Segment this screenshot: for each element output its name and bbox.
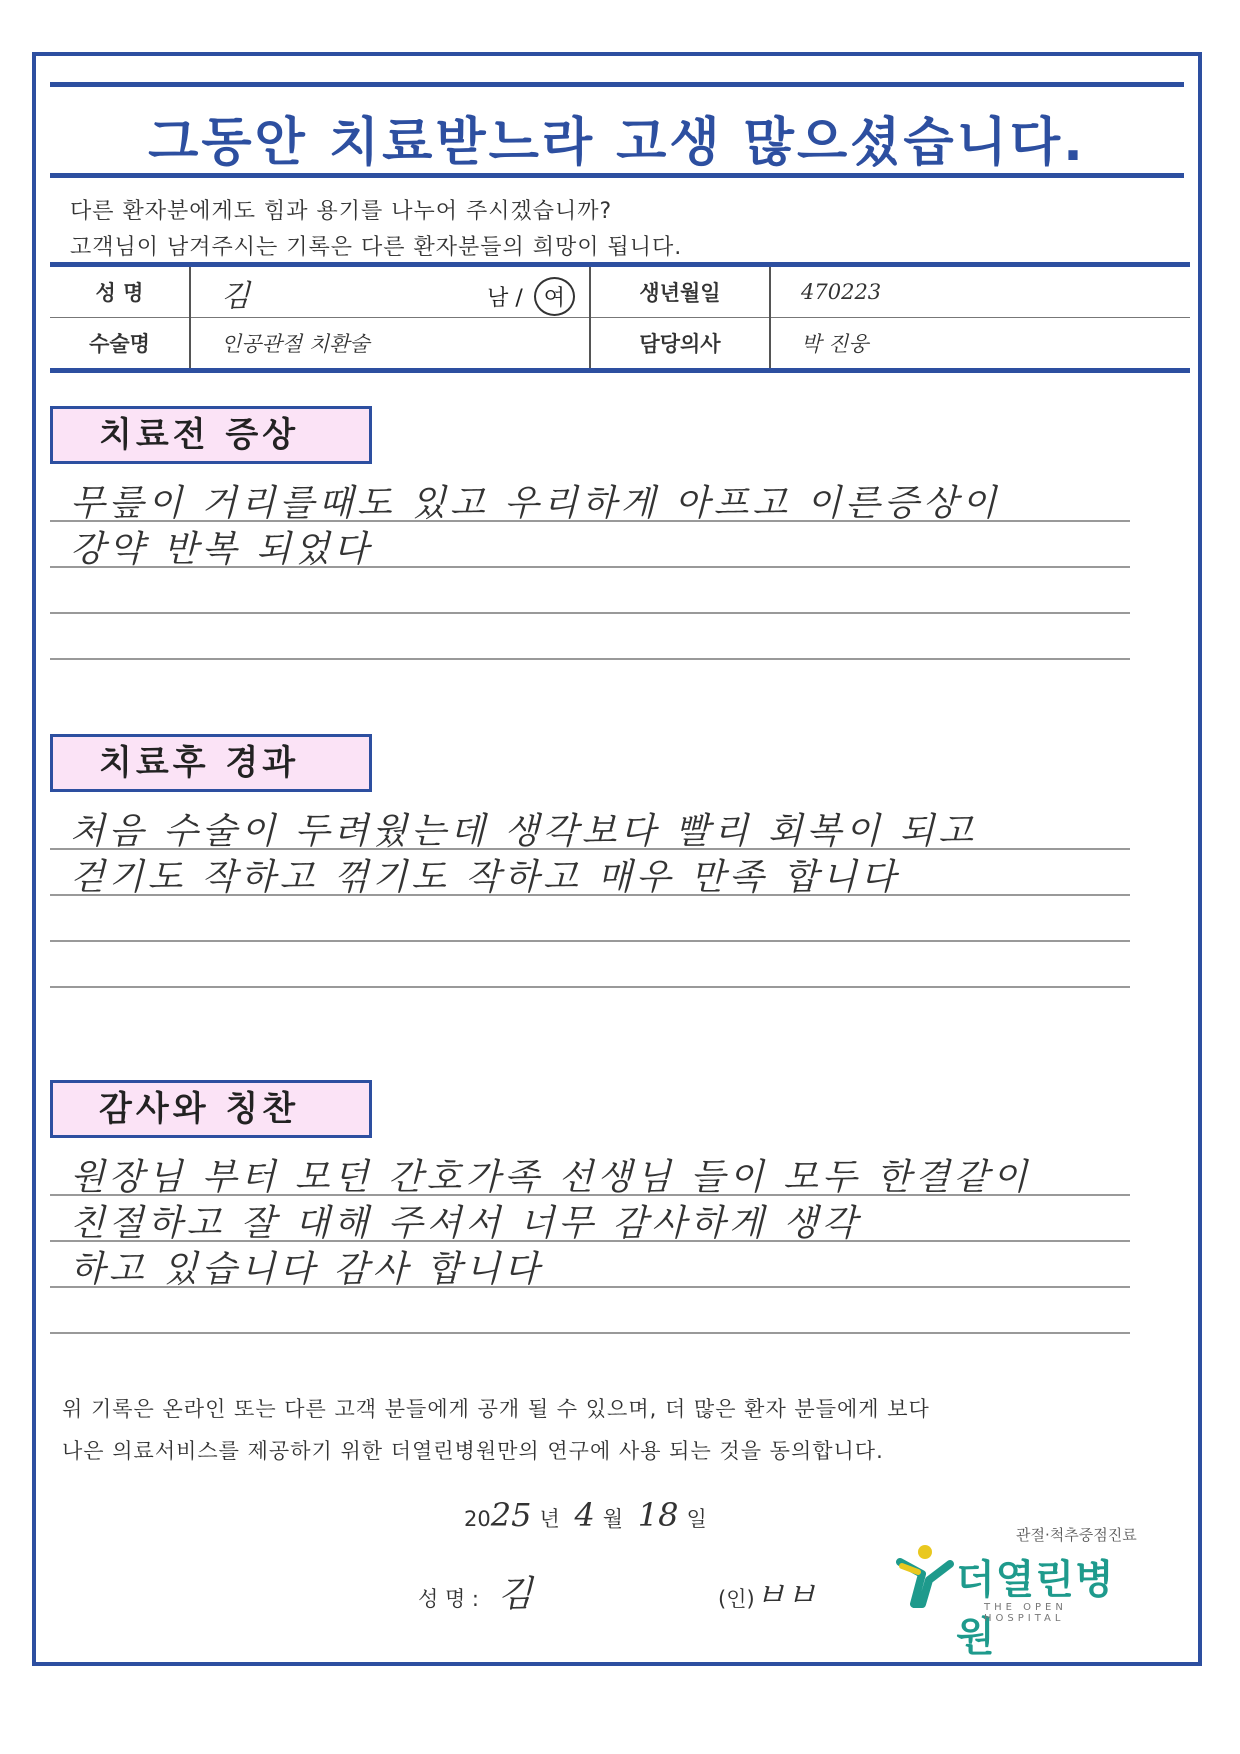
signature-label: 성 명 : xyxy=(418,1587,479,1611)
name-value: 김 xyxy=(221,279,250,314)
thanks-lines[interactable] xyxy=(50,1150,1130,1334)
doctor-value[interactable]: 박 진웅 xyxy=(770,318,1190,371)
thanks-text-2: 친절하고 잘 대해 주셔서 너무 감사하게 생각 xyxy=(70,1203,861,1244)
section-heading-thanks: 감사와 칭찬 xyxy=(50,1080,372,1138)
thanks-line-3 xyxy=(50,1242,1130,1288)
title-band xyxy=(50,82,1184,178)
name-label: 성 명 xyxy=(50,265,190,318)
before-line-2 xyxy=(50,522,1130,568)
intro-line-1: 다른 환자분에게도 힘과 용기를 나누어 주시겠습니까? xyxy=(70,199,613,224)
consent-line-1: 위 기록은 온라인 또는 다른 고객 분들에게 공개 될 수 있으며, 더 많은 환자 분들에게 보다 xyxy=(62,1397,930,1421)
after-text-2: 걷기도 작하고 꺾기도 작하고 매우 만족 합니다 xyxy=(70,857,900,898)
page-title: 그동안 치료받느라 고생 많으셨습니다. xyxy=(148,113,1086,173)
thanks-text-3: 하고 있습니다 감사 합니다 xyxy=(70,1249,543,1290)
signature-row[interactable] xyxy=(418,1566,532,1617)
thanks-text-1: 원장님 부터 모던 간호가족 선생님 들이 모두 한결같이 xyxy=(70,1157,1032,1198)
after-line-1 xyxy=(50,804,1130,850)
seal-mark xyxy=(718,1570,817,1616)
logo-name: 더열린병원 xyxy=(956,1557,1115,1660)
before-line-1 xyxy=(50,476,1130,522)
before-text-2: 강약 반복 되었다 xyxy=(70,529,373,570)
date-day: 18 xyxy=(637,1496,679,1534)
info-row-1 xyxy=(50,265,1190,318)
date-year-prefix: 20 xyxy=(464,1507,491,1531)
date-day-label: 일 xyxy=(686,1507,707,1531)
birth-label: 생년월일 xyxy=(590,265,770,318)
consent-line-2: 나은 의료서비스를 제공하기 위한 더열린병원만의 연구에 사용 되는 것을 동의합니다. xyxy=(62,1439,884,1463)
date-year: 25 xyxy=(490,1496,532,1534)
after-text-1: 처음 수술이 두려웠는데 생각보다 빨리 회복이 되고 xyxy=(70,811,977,852)
after-line-4 xyxy=(50,942,1130,988)
intro-text xyxy=(70,194,682,266)
thanks-line-1 xyxy=(50,1150,1130,1196)
doctor-label: 담당의사 xyxy=(590,318,770,371)
after-lines[interactable] xyxy=(50,804,1130,988)
date-month-label: 월 xyxy=(602,1507,624,1531)
thanks-line-4 xyxy=(50,1288,1130,1334)
before-lines[interactable] xyxy=(50,476,1130,660)
hospital-logo xyxy=(896,1524,1146,1660)
logo-tagline: 관절·척추중점진료 xyxy=(1016,1526,1137,1544)
patient-info-table xyxy=(50,262,1190,373)
section-heading-before: 치료전 증상 xyxy=(50,406,372,464)
birth-value[interactable]: 470223 xyxy=(770,265,1190,318)
logo-english: THE OPEN HOSPITAL xyxy=(984,1602,1067,1624)
before-line-3 xyxy=(50,568,1130,614)
date-year-label: 년 xyxy=(539,1507,560,1531)
consent-text xyxy=(62,1388,930,1472)
before-text-1: 무릎이 거리를때도 있고 우리하게 아프고 이른증상이 xyxy=(70,483,1001,524)
gender-female-circled: 여 xyxy=(534,277,575,316)
name-cell[interactable] xyxy=(190,265,590,318)
title-rule-bottom xyxy=(50,173,1184,178)
seal-label: (인) xyxy=(718,1587,755,1611)
after-line-3 xyxy=(50,896,1130,942)
surgery-value[interactable]: 인공관절 치환술 xyxy=(190,318,590,371)
gender-male: 남 xyxy=(487,286,509,311)
gender-field: 남 / 여 xyxy=(487,277,589,316)
date-row[interactable] xyxy=(464,1496,707,1534)
date-month: 4 xyxy=(574,1496,595,1534)
thanks-line-2 xyxy=(50,1196,1130,1242)
surgery-label: 수술명 xyxy=(50,318,190,371)
info-row-2 xyxy=(50,318,1190,371)
intro-line-2: 고객님이 남겨주시는 기록은 다른 환자분들의 희망이 됩니다. xyxy=(70,235,683,260)
seal-signature: ㅂㅂ xyxy=(754,1576,817,1614)
logo-figure-icon xyxy=(896,1544,954,1608)
before-line-4 xyxy=(50,614,1130,660)
after-line-2 xyxy=(50,850,1130,896)
section-heading-after: 치료후 경과 xyxy=(50,734,372,792)
signature-name: 김 xyxy=(497,1574,533,1615)
title-rule-top xyxy=(50,82,1184,87)
